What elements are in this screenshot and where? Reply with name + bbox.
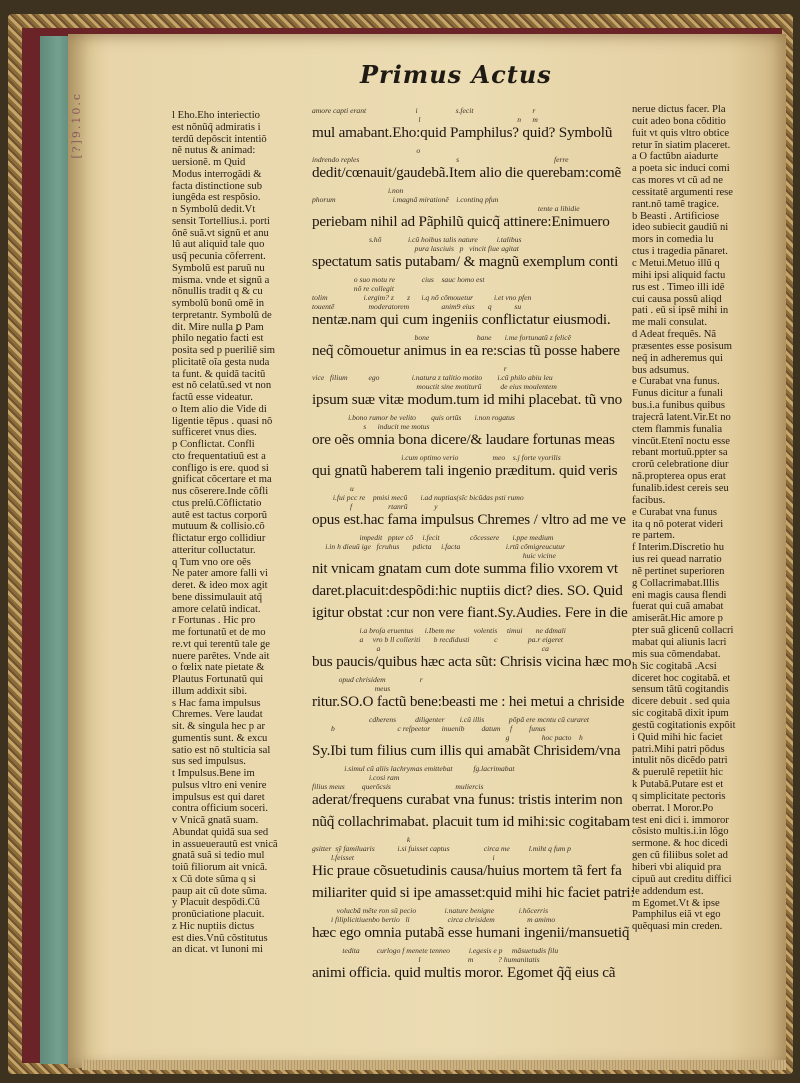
main-text-line: aderat/frequens curabat vna funus: tristis interim non [312, 791, 623, 808]
commentary-line: nẽ pertinet superioren [632, 565, 725, 577]
commentary-line: intulit nõs dicẽdo patri [632, 755, 728, 767]
right-commentary-column [632, 104, 766, 933]
commentary-line: ctus i tragedia pãnaret. [632, 246, 728, 258]
commentary-line: me fortunatũ et de mo [172, 627, 266, 638]
main-text-line: animi officia. quid multis moror. Egomet q̃q̃ eius cã [312, 964, 616, 981]
commentary-line: o Item alio die Vide di [172, 403, 267, 415]
commentary-line: philo negatio facti est [172, 333, 264, 345]
commentary-line: e Curabat vna funus. [632, 376, 720, 388]
interlinear-gloss: bone bane i.me fortunatũ z felicẽ [312, 333, 572, 342]
commentary-line: sufficeret vnus dies. [172, 427, 257, 439]
interlinear-gloss: opud chrisidem r meus [338, 675, 423, 693]
main-text-block [312, 626, 632, 671]
commentary-line: mors in comedia lu [632, 234, 714, 246]
commentary-line: o fœlix nate pietate & [172, 662, 265, 674]
main-text-line: Hic praue cõsuetudinis causa/huius mortem tã fert fa [312, 862, 622, 879]
commentary-line: ta funt. & quidã tacitũ [172, 368, 266, 380]
main-text-line: ore oẽs omnia bona dicere/& laudare fortunas meas [312, 431, 615, 448]
commentary-line: cui causa possũ aliqd [632, 293, 722, 305]
commentary-line: gestũ cogitationis expõit [632, 719, 736, 731]
commentary-line: nus cõserere.Inde cõfli [172, 486, 269, 497]
commentary-line: z Hic nuptiis dictus [172, 920, 255, 932]
commentary-line: r Fortunas . Hic pro [172, 615, 256, 627]
main-text-line: mul amabant.Eho:quid Pamphilus? quid? Symbolũ [312, 124, 613, 141]
commentary-line: autẽ est tactus corporũ [172, 509, 268, 521]
main-text-column [312, 106, 635, 986]
commentary-line: & puerulẽ repetiit hic [632, 767, 723, 779]
commentary-line: e Curabat vna funus [632, 506, 718, 518]
interlinear-gloss: i.cum optimo verio meo s.j forte vyorilis [312, 453, 561, 462]
main-text-line: dedit/cœnauit/gaudebã.Item alio die querebam:comẽ [312, 164, 622, 181]
commentary-line: i Quid mihi hic faciet [632, 731, 723, 743]
main-text-line: nũq̃ collachrimabat. placuit tum id mihi:sic cogitabam [312, 813, 630, 830]
commentary-line: eni magis causa flendi [632, 589, 727, 601]
commentary-line: retur ĩn siatim placeret. [632, 139, 731, 151]
commentary-line: neq̃ in adheremus qui [632, 352, 723, 364]
main-text-line: igitur obstat :cur non vere fiant.Sy.Audies. Fere in die [312, 604, 628, 621]
commentary-line: q simplicitate pectoris [632, 790, 726, 802]
interlinear-gloss: impedit ppter cõ i.fecit cõcessere i.ppe medium i.in h dieuũ ige fcruhus pdicta i.facta i.rtũ cõmigreucutur huic vicine [325, 533, 566, 560]
commentary-line: gnificat cõcertare et ma [172, 474, 272, 486]
commentary-line: iungẽda est respõsio. [172, 192, 261, 204]
commentary-line: posita sed p pueriliẽ sim [172, 345, 275, 356]
commentary-line: rebant mortuũ.ppter sa [632, 447, 728, 459]
commentary-line: Funus dicitur a funali [632, 388, 723, 400]
main-text-block [312, 413, 628, 449]
commentary-line: præsentes esse posisum [632, 340, 733, 352]
commentary-line: ius rei quead narratio [632, 554, 722, 566]
commentary-line: est nõnũq̃ admiratis i [172, 121, 261, 133]
commentary-line: ideo subiecit gaudiũ ni [632, 222, 729, 234]
main-text-line: ipsum suæ vitæ modum.tum id mihi placebat. tũ vno [312, 391, 622, 408]
commentary-line: pulsus vltro eni venire [172, 779, 267, 791]
main-text-block [312, 333, 628, 360]
commentary-line: gen cũ filiibus solet ad [632, 850, 728, 862]
main-text-line: bus paucis/quibus hæc acta sũt: Chrisis vicina hæc mo [312, 653, 632, 670]
commentary-line: terpretantr. Symbolũ de [172, 309, 272, 321]
main-text-line: neq̃ cõmouetur animus in ea re:scias tũ posse habere [312, 342, 620, 359]
commentary-line: pter suã glicenũ collacri [632, 625, 734, 637]
main-text-line: miliariter quid si ipe amasset:quid mihi hic faciet patri: [312, 884, 635, 901]
commentary-line: usq̃ pecunia cõferrent. [172, 251, 266, 262]
commentary-line: a poeta sic induci comi [632, 163, 730, 175]
commentary-line: hiberi vbi aliquid pra [632, 862, 722, 873]
main-text-block [312, 604, 628, 622]
commentary-line: Plautus Fortunatũ qui [172, 674, 264, 685]
commentary-line: factũ esse videatur. [172, 392, 253, 403]
commentary-line: illum addixit sibi. [172, 685, 248, 697]
commentary-line: mihi ipsi aliquid factu [632, 269, 726, 281]
commentary-line: impulsus est qui daret [172, 791, 265, 803]
main-text-block [312, 235, 628, 271]
commentary-line: sus sed impulsus. [172, 756, 246, 768]
commentary-line: plicitatẽ oĩa gesta nuda [172, 356, 270, 368]
commentary-line: Pamphilus eiã vt ego [632, 909, 721, 921]
interlinear-gloss: s.hõ i.cũ hoibus talis nature i.talibus pura lasciuis p vincit fiue agitat [368, 235, 522, 253]
commentary-line: fuit vt quis vltro obtice [632, 127, 730, 139]
commentary-line: nerue dictus facer. Pla [632, 104, 726, 115]
main-text-line: spectatum satis putabam/ & magnũ exemplum conti [312, 253, 619, 270]
commentary-line: terdũ depõscit intentiõ [172, 133, 267, 145]
commentary-line: vincũt.Etenĩ noctu esse [632, 435, 730, 447]
commentary-line: n Symbolũ dedit.Vt [172, 204, 256, 215]
main-text-block [312, 675, 628, 711]
main-text-block [312, 764, 628, 809]
commentary-line: Ne pater amore falli vi [172, 568, 268, 580]
main-text-block [312, 582, 628, 600]
commentary-line: sic cogitabã dixit ipum [632, 708, 729, 720]
interlinear-gloss: i.bono rumor be velito quis ortũs i.non rogatus s inducit me motus [348, 413, 515, 431]
commentary-line: s Hac fama impulsus [172, 697, 261, 709]
commentary-line: sermone. & hoc dicedi [632, 838, 728, 850]
commentary-line: crorũ celebratione diur [632, 459, 729, 471]
commentary-line: t Impulsus.Bene im [172, 768, 255, 779]
commentary-line: cuit adeo bona cõditio [632, 115, 726, 127]
main-text-block [312, 835, 628, 880]
interlinear-gloss: o suo motu re cius sauc homo est nõ re collegit tolim i.ergim? z z i.q nõ cõmouetur i.et vno pfen touentẽ moderatorem anim9 eius q su [312, 275, 532, 311]
main-text-line: daret.placuit:despõdi:hic nuptiis dict? dies. SO. Quid [312, 582, 623, 599]
commentary-line: satio est nõ stulticia sal [172, 744, 271, 756]
commentary-line: rant.nõ tamẽ tragice. [632, 198, 720, 210]
commentary-line: dicere debuit . sed quia [632, 696, 730, 708]
main-text-line: hæc ego omnia putabã esse humani ingenii/mansuetiq̃ [312, 924, 630, 941]
commentary-line: bus adsumus. [632, 364, 690, 376]
main-text-line: ritur.SO.O factũ bene:beasti me : hei metui a chriside [312, 693, 625, 710]
commentary-line: re.vt qui terentũ tale ge [172, 638, 270, 650]
main-text-block [312, 715, 628, 760]
main-text-block [312, 533, 628, 578]
commentary-line: Modus interrogãdi & [172, 168, 262, 180]
commentary-line: k Putabã.Putare est et [632, 779, 724, 791]
commentary-line: flictatur ergo collidiur [172, 533, 266, 544]
commentary-line: v Vnicã gnatã suam. [172, 815, 259, 826]
commentary-line: facta distinctione sub [172, 180, 263, 192]
commentary-line: amore celatũ indicat. [172, 603, 261, 615]
commentary-line: b Beasti . Artificiose [632, 210, 720, 222]
commentary-line: diceret hoc cogitabã. et [632, 672, 731, 684]
commentary-line: funalib.idest cereis seu [632, 483, 729, 494]
commentary-line: bus.i.a funibus quibus [632, 400, 725, 412]
main-text-line: nentæ.nam qui cum ingeniis conflictatur eiusmodi. [312, 311, 611, 328]
main-text-block [312, 275, 628, 329]
commentary-line: paup ait cũ dote sũma. [172, 885, 268, 897]
commentary-line: confligo is ere. quod si [172, 462, 269, 474]
commentary-line: trajecrã latent.Vir.Et no [632, 411, 731, 423]
commentary-line: pronũciatione placuit. [172, 909, 265, 920]
commentary-line: est nõ celatũ.sed vt non [172, 380, 272, 392]
commentary-line: nõnullis tradit q & cu [172, 286, 263, 298]
commentary-line: rus est . Timeo illi idẽ [632, 281, 725, 293]
interlinear-gloss: amore capti erant i s.fecit r l n m [312, 106, 538, 124]
interlinear-gloss: i.simul cũ aliis lachrymas emittebat fg.lacrimabat i.cosi ram filius meus querõcsis muliercis [312, 764, 515, 791]
commentary-line: d Adeat frequẽs. Nã [632, 329, 717, 341]
interlinear-gloss: k gsitter sỹ familuaris i.si fuisset captus circa me l.miht q fum p l.feisset i [312, 835, 571, 862]
commentary-line: p Conflictat. Confli [172, 439, 255, 450]
commentary-line: mutuum & collisio.cõ [172, 521, 265, 533]
main-text-block [312, 946, 628, 982]
commentary-line: atteritur colluctatur. [172, 544, 256, 556]
page-edges [82, 1060, 786, 1070]
commentary-line: g Collacrimabat.Illis [632, 577, 720, 589]
commentary-line: l Eho.Eho interiectio [172, 110, 260, 121]
commentary-line: mis sua cõmendabat. [632, 648, 721, 660]
commentary-line: facibus. [632, 494, 666, 506]
commentary-line: patri.Mihi patri põdus [632, 743, 725, 755]
commentary-line: symbolũ bonũ omẽ in [172, 298, 265, 309]
commentary-line: y Placuit despõdi.Cũ [172, 897, 260, 909]
handwritten-margin-note: [?]9.10.c [70, 92, 83, 159]
commentary-line: lũ aut aliquid tale quo [172, 239, 265, 251]
main-text-block [312, 146, 628, 182]
commentary-line: nã.propterea opus erat [632, 471, 726, 483]
interlinear-gloss: u i.fui pcc re pmisi mecũ i.ad nuptias(sĩc bicũdas psti rumo f rtanrũ y [332, 484, 524, 511]
main-text-line: Sy.Ibi tum filius cum illis qui amabãt Chrisidem/vna [312, 742, 621, 759]
main-text-line: qui gnatũ haberem tali ingenio præditum. quid veris [312, 462, 618, 479]
commentary-line: gumentis sunt. & excu [172, 732, 268, 744]
main-text-line: nit vnicam gnatam cum dote summa filio vxorem vt [312, 560, 618, 577]
interlinear-gloss: o indrendo reples s ferre [312, 146, 569, 164]
commentary-line: est dies.Vnũ cõstitutus [172, 932, 268, 944]
main-text-block [312, 884, 635, 902]
main-text-block [312, 106, 628, 142]
main-text-block [312, 484, 628, 529]
commentary-line: cessitatẽ argumenti rese [632, 186, 733, 198]
commentary-line: fuerat qui cuã amabat [632, 601, 724, 613]
commentary-line: cipuũ aut creditu diffici [632, 873, 732, 885]
commentary-line: pati . eũ si ipsẽ mihi in [632, 305, 729, 317]
main-text-line: periebam nihil ad Pãphilũ quicq̃ attinere:Enimuero [312, 213, 610, 230]
commentary-line: Symbolũ est paruũ nu [172, 262, 265, 274]
commentary-line: me mali consulat. [632, 317, 708, 329]
commentary-line: Chremes. Vere laudat [172, 709, 263, 721]
commentary-line: Abundat quidã sua sed [172, 826, 269, 838]
commentary-line: misma. vnde et signũ a [172, 274, 270, 286]
interlinear-gloss: cdherens diligenter i.cũ illis põpã ere mcntu cũ curaret b c reſpeetor inuenib datum f funus g hoc pacto h [330, 715, 589, 742]
main-text-block [312, 906, 628, 942]
commentary-line: h Sic cogitabã .Acsi [632, 660, 717, 672]
commentary-line: q Tum vno ore oẽs [172, 556, 251, 568]
commentary-line: f Interim.Discretio hu [632, 542, 725, 554]
main-text-block [312, 186, 628, 231]
commentary-line: sit. & singula hec p ar [172, 721, 265, 732]
interlinear-gloss: i.non phorum i.magnã mirationẽ i.continq pfun tente a libidie [312, 186, 580, 213]
page-title: Primus Actus [360, 60, 552, 89]
commentary-line: cas mores vt cũ ad ne [632, 175, 723, 187]
interlinear-gloss: r vice filium ego i.natura z talitio motito i.cũ philo abiu leu mouctit sine motiturũ de eius moulentem [312, 364, 557, 391]
main-text-block [312, 453, 628, 480]
commentary-line: õnẽ suã.vt signũ et anu [172, 227, 269, 239]
commentary-line: nuere parẽtes. Vnde ait [172, 650, 270, 662]
interlinear-gloss: tedita curlogo f menete tenneo i.egesis e p mãsuetudis filu l m ? humanitatis [342, 946, 559, 964]
main-text-line: opus est.hac fama impulsus Chremes / vltro ad me ve [312, 511, 626, 528]
commentary-line: mabat qui aliunis lacri [632, 636, 727, 648]
commentary-line: uersionẽ. m Quid [172, 157, 246, 168]
commentary-line: cto frequentatiuũ est a [172, 450, 266, 462]
main-text-block [312, 813, 628, 831]
commentary-line: an dicat. vt Iunoni mi [172, 944, 263, 956]
commentary-line: test eni dici i. immoror [632, 814, 729, 826]
commentary-line: c Metui.Metuo illũ q [632, 257, 720, 269]
commentary-line: ctus prelũ.Cõflictatio [172, 497, 262, 509]
commentary-line: oberrat. l Moror.Po [632, 802, 714, 814]
commentary-line: gnatã suã si tedio mul [172, 850, 265, 862]
commentary-line: sensit Tortellius.i. porti [172, 215, 270, 227]
commentary-line: quẽquasi min creden. [632, 921, 723, 933]
commentary-line: ligentie tẽpus . quasi nõ [172, 415, 273, 427]
commentary-line: ctem flammis funalia [632, 423, 723, 435]
commentary-line: contra officium soceri. [172, 803, 268, 815]
commentary-line: nẽ nutus & animad: [172, 145, 256, 157]
commentary-line: cõsisto multis.i.in lõgo [632, 826, 729, 838]
commentary-line: amiserãt.Hic amore p [632, 613, 723, 625]
left-commentary-column [172, 110, 304, 956]
interlinear-gloss: i.a broſa eruentus i.Ibem me volentis timui ne ddmali a vro b ll colleriti b recdidusti c pa.r eigeret a ca [359, 626, 566, 653]
main-text-block [312, 364, 628, 409]
commentary-line: a O factũbn aiadurte [632, 151, 719, 163]
commentary-line: bene dissimulauit atq̃ [172, 591, 263, 603]
commentary-line: m Egomet.Vt & ipse [632, 897, 720, 909]
commentary-line: dit. Mire nulla ꝑ Pam [172, 321, 264, 333]
commentary-line: ita q nõ poterat videri [632, 518, 724, 530]
interlinear-gloss: volucbã mẽte ron sũ pecio i.nature benigne i.hõcerris i filiplicitiuenbo bertio li circa chrisidem m amimo [330, 906, 556, 924]
commentary-line: le addendum est. [632, 885, 704, 897]
commentary-line: x Cũ dote sũma q si [172, 873, 256, 885]
commentary-line: in assueuerautũ est vnicã [172, 838, 278, 850]
commentary-line: deret. & ideo mox agit [172, 580, 268, 591]
commentary-line: sensum tãtũ cogitandis [632, 684, 729, 696]
commentary-line: re partem. [632, 530, 675, 542]
commentary-line: toiũ filiorum ait vnicã. [172, 862, 268, 873]
